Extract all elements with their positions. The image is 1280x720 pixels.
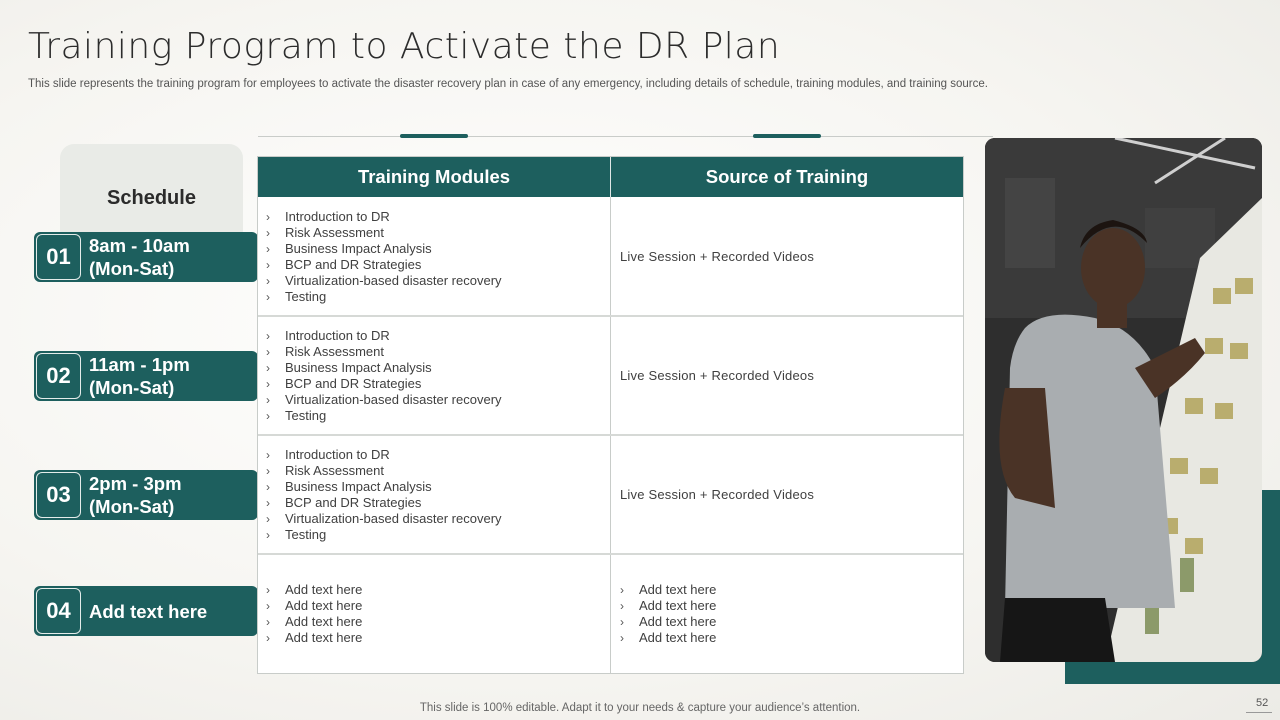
module-label: BCP and DR Strategies	[285, 376, 422, 391]
footer-note: This slide is 100% editable. Adapt it to your needs & capture your audience’s attention.	[419, 702, 861, 714]
list-item	[266, 392, 502, 408]
row-divider	[258, 315, 963, 317]
chevron-right-icon: ›	[266, 377, 270, 391]
row-divider	[258, 434, 963, 436]
header-training-modules: Training Modules	[357, 166, 511, 187]
module-list	[266, 447, 502, 543]
module-label: Add text here	[285, 598, 363, 613]
list-item	[620, 582, 716, 598]
schedule-slot	[34, 470, 258, 520]
chevron-right-icon: ›	[620, 583, 624, 597]
page-number-underline	[1246, 712, 1272, 713]
source-label: Add text here	[639, 598, 717, 613]
table-row	[266, 209, 502, 305]
schedule-slot	[34, 232, 258, 282]
list-item	[266, 463, 502, 479]
module-label: Virtualization-based disaster recovery	[285, 273, 502, 288]
chevron-right-icon: ›	[266, 496, 270, 510]
module-label: BCP and DR Strategies	[285, 495, 422, 510]
module-label: Risk Assessment	[285, 344, 384, 359]
source-cell: Live Session + Recorded Videos	[620, 487, 815, 502]
chevron-right-icon: ›	[266, 409, 270, 423]
module-list	[266, 209, 502, 305]
presenter-illustration	[985, 138, 1262, 662]
module-label: Risk Assessment	[285, 463, 384, 478]
chevron-right-icon: ›	[266, 599, 270, 613]
list-item	[266, 630, 362, 646]
module-label: Business Impact Analysis	[285, 360, 432, 375]
list-item	[266, 225, 502, 241]
chevron-right-icon: ›	[266, 393, 270, 407]
module-label: Introduction to DR	[285, 447, 390, 462]
module-label: Testing	[285, 527, 327, 542]
source-cell: Live Session + Recorded Videos	[620, 368, 815, 383]
slot-number: 02	[36, 353, 81, 399]
chevron-right-icon: ›	[266, 583, 270, 597]
list-item	[266, 344, 502, 360]
presenter-photo	[985, 138, 1262, 662]
module-label: Add text here	[285, 630, 363, 645]
source-cell	[620, 582, 716, 646]
chevron-right-icon: ›	[266, 258, 270, 272]
list-item	[266, 598, 362, 614]
source-label: Add text here	[639, 630, 717, 645]
list-item	[266, 209, 502, 225]
slot-time: 11am - 1pm (Mon-Sat)	[89, 354, 190, 398]
list-item	[620, 598, 716, 614]
slide-subtitle: This slide represents the training program for employees to activate the disaster recovery plan in case of any emergency, including details of schedule, training modules, and training source.	[28, 78, 988, 90]
slot-number: 01	[36, 234, 81, 280]
list-item	[266, 289, 502, 305]
top-rule	[258, 136, 993, 137]
list-item	[266, 360, 502, 376]
tab-marker-modules	[400, 134, 468, 138]
chevron-right-icon: ›	[266, 242, 270, 256]
module-label: Risk Assessment	[285, 225, 384, 240]
chevron-right-icon: ›	[266, 226, 270, 240]
chevron-right-icon: ›	[266, 480, 270, 494]
module-list	[266, 328, 502, 424]
chevron-right-icon: ›	[266, 329, 270, 343]
chevron-right-icon: ›	[620, 631, 624, 645]
module-label: Introduction to DR	[285, 209, 390, 224]
slide-title: Training Program to Activate the DR Plan	[28, 26, 781, 67]
list-item	[266, 447, 502, 463]
list-item	[266, 408, 502, 424]
chevron-right-icon: ›	[266, 448, 270, 462]
list-item	[266, 511, 502, 527]
slot-time: 2pm - 3pm (Mon-Sat)	[89, 473, 182, 517]
table-header	[258, 157, 963, 197]
module-label: Virtualization-based disaster recovery	[285, 392, 502, 407]
module-label: Testing	[285, 408, 327, 423]
list-item	[620, 614, 716, 630]
source-label: Add text here	[639, 582, 717, 597]
schedule-slot	[34, 351, 258, 401]
slot-time: Add text here	[89, 600, 208, 622]
chevron-right-icon: ›	[266, 290, 270, 304]
module-label: BCP and DR Strategies	[285, 257, 422, 272]
chevron-right-icon: ›	[266, 345, 270, 359]
slot-number: 04	[36, 588, 81, 634]
training-table	[257, 156, 964, 674]
source-label: Add text here	[639, 614, 717, 629]
list-item	[266, 614, 362, 630]
list-item	[266, 479, 502, 495]
list-item	[266, 527, 502, 543]
tab-marker-source	[753, 134, 821, 138]
module-list	[266, 582, 362, 646]
chevron-right-icon: ›	[266, 274, 270, 288]
row-divider	[258, 553, 963, 555]
table-row	[266, 328, 502, 424]
table-row	[266, 447, 502, 543]
module-label: Business Impact Analysis	[285, 241, 432, 256]
list-item	[266, 495, 502, 511]
chevron-right-icon: ›	[266, 464, 270, 478]
page-number: 52	[1256, 697, 1269, 709]
list-item	[266, 273, 502, 289]
chevron-right-icon: ›	[266, 361, 270, 375]
slot-time: 8am - 10am (Mon-Sat)	[89, 235, 190, 279]
table-row	[266, 582, 362, 646]
list-item	[620, 630, 716, 646]
chevron-right-icon: ›	[266, 210, 270, 224]
module-label: Business Impact Analysis	[285, 479, 432, 494]
schedule-heading: Schedule	[107, 187, 196, 209]
chevron-right-icon: ›	[620, 615, 624, 629]
slot-number: 03	[36, 472, 81, 518]
chevron-right-icon: ›	[266, 528, 270, 542]
list-item	[266, 257, 502, 273]
list-item	[266, 241, 502, 257]
schedule-slot	[34, 586, 258, 636]
module-label: Introduction to DR	[285, 328, 390, 343]
source-cell: Live Session + Recorded Videos	[620, 249, 815, 264]
chevron-right-icon: ›	[620, 599, 624, 613]
module-label: Virtualization-based disaster recovery	[285, 511, 502, 526]
chevron-right-icon: ›	[266, 631, 270, 645]
list-item	[266, 328, 502, 344]
list-item	[266, 376, 502, 392]
source-list	[620, 582, 716, 646]
module-label: Add text here	[285, 582, 363, 597]
module-label: Add text here	[285, 614, 363, 629]
chevron-right-icon: ›	[266, 512, 270, 526]
header-source-of-training: Source of Training	[705, 166, 869, 187]
chevron-right-icon: ›	[266, 615, 270, 629]
module-label: Testing	[285, 289, 327, 304]
list-item	[266, 582, 362, 598]
